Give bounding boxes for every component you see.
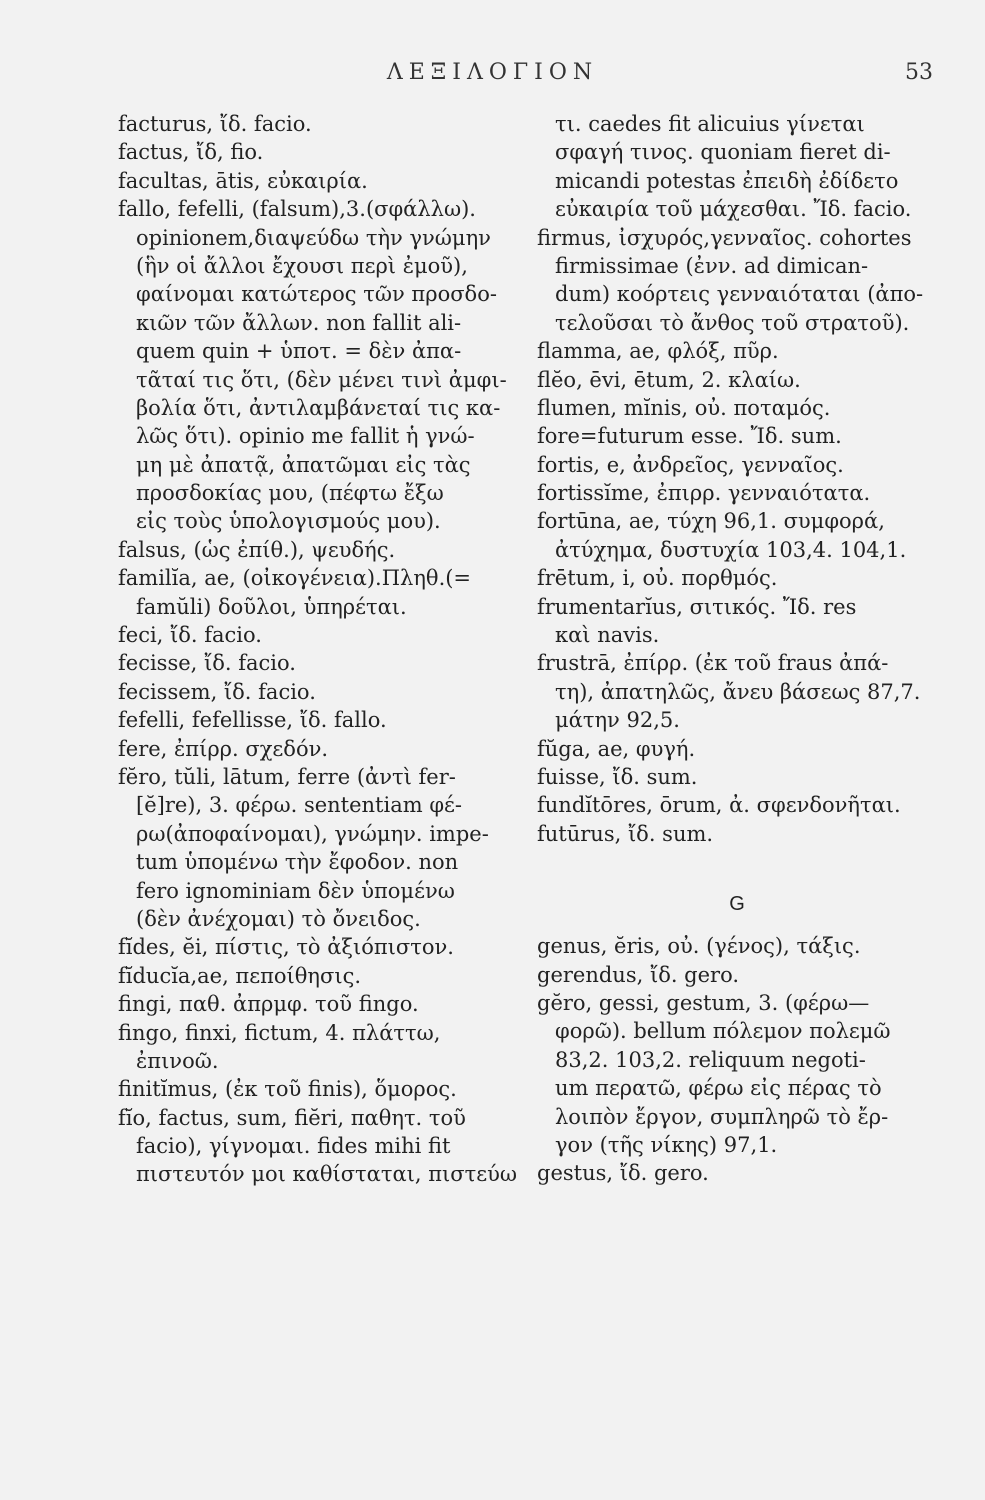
left-column	[118, 110, 518, 1189]
dictionary-line: fundĭtōres, ōrum, ἀ. σφενδονῆται.	[537, 793, 901, 818]
dictionary-line: finitĭmus, (ἐκ τοῦ finis), ὅμορος.	[118, 1077, 457, 1102]
dictionary-line: τᾶταί τις ὅτι, (δὲν μένει τινὶ ἀμφι-	[136, 367, 507, 392]
dictionary-line: πιστευτόν μοι καθίσταται, πιστεύω	[136, 1162, 517, 1187]
dictionary-line: quem quin + ὑποτ. = δὲν ἀπα-	[136, 339, 462, 364]
dictionary-line: fingi, παθ. ἀπρμφ. τοῦ fingo.	[118, 992, 419, 1017]
dictionary-line: fortūna, ae, τύχη 96,1. συμφορά,	[537, 509, 885, 534]
dictionary-line: καὶ navis.	[555, 623, 660, 648]
dictionary-line: γον (τῆς νίκης) 97,1.	[555, 1132, 778, 1157]
dictionary-line: εἰς τοὺς ὑπολογισμούς μου).	[136, 509, 441, 534]
section-letter: G	[729, 893, 745, 916]
dictionary-line: fortissĭme, ἐπιρρ. γενναιότατα.	[537, 481, 871, 506]
dictionary-line: um περατῶ, φέρω εἰς πέρας τὸ	[555, 1076, 882, 1101]
dictionary-line: ρω(ἀποφαίνομαι), γνώμην. impe-	[136, 821, 489, 846]
dictionary-line: familĭa, ae, (οἰκογένεια).Πληθ.(=	[118, 566, 472, 591]
dictionary-line: τη), ἀπατηλῶς, ἄνευ βάσεως 87,7.	[555, 679, 921, 704]
dictionary-line: gestus, ἴδ. gero.	[537, 1161, 709, 1186]
dictionary-line: fĕro, tŭli, lātum, ferre (ἀντὶ fer-	[118, 764, 456, 789]
dictionary-line: genus, ĕris, οὐ. (γένος), τάξις.	[537, 934, 861, 959]
dictionary-line: frētum, i, οὐ. πορθμός.	[537, 566, 778, 591]
dictionary-line: dum) κοόρτεις γενναιόταται (ἀπο-	[555, 282, 924, 307]
dictionary-line: flĕo, ēvi, ētum, 2. κλαίω.	[537, 367, 801, 392]
dictionary-line: (δὲν ἀνέχομαι) τὸ ὄνειδος.	[136, 906, 421, 931]
dictionary-line: feci, ἴδ. facio.	[118, 623, 262, 648]
dictionary-line: falsus, (ὡς ἐπίθ.), ψευδής.	[118, 537, 396, 562]
dictionary-line: tum ὑπομένω τὴν ἔφοδον. non	[136, 850, 459, 875]
dictionary-line: προσδοκίας μου, (πέφτω ἔξω	[136, 481, 444, 506]
section-gap	[537, 848, 937, 876]
dictionary-line: futūrus, ἴδ. sum.	[537, 821, 714, 846]
dictionary-line: facio), γίγνομαι. fides mihi fit	[136, 1134, 451, 1159]
dictionary-line: facturus, ἴδ. facio.	[118, 112, 312, 136]
dictionary-line: μη μὲ ἀπατᾷ, ἀπατῶμαι εἰς τὰς	[136, 452, 471, 477]
page-number: 53	[905, 60, 933, 85]
dictionary-line: facultas, ātis, εὐκαιρία.	[118, 168, 368, 193]
dictionary-line: fero ignominiam δὲν ὑπομένω	[136, 878, 455, 903]
dictionary-line: βολία ὅτι, ἀντιλαμβάνεταί τις κα-	[136, 395, 501, 420]
dictionary-line: fallo, fefelli, (falsum),3.(σφάλλω).	[118, 197, 476, 222]
dictionary-line: gerendus, ἴδ. gero.	[537, 962, 740, 987]
dictionary-line: fŭga, ae, φυγή.	[537, 736, 696, 761]
dictionary-line: ἐπινοῶ.	[136, 1048, 219, 1073]
dictionary-line: φορῶ). bellum πόλεμον πολεμῶ	[555, 1019, 891, 1044]
dictionary-line: fĭducĭa,ae, πεποίθησις.	[118, 963, 362, 988]
dictionary-line: fefelli, fefellisse, ἴδ. fallo.	[118, 708, 387, 733]
dictionary-line: fecissem, ἴδ. facio.	[118, 679, 316, 704]
dictionary-line: factus, ἴδ, fio.	[118, 140, 264, 165]
dictionary-line: firmus, ἰσχυρός,γενναῖος. cohortes	[537, 225, 912, 250]
dictionary-line: 83,2. 103,2. reliquum negoti-	[555, 1047, 866, 1072]
right-column-g-entries	[537, 932, 937, 1188]
dictionary-line: fingo, finxi, fictum, 4. πλάττω,	[118, 1020, 441, 1045]
dictionary-line: λοιπὸν ἔργον, συμπληρῶ τὸ ἔρ-	[555, 1104, 889, 1129]
dictionary-line: φαίνομαι κατώτερος τῶν προσδο-	[136, 282, 497, 307]
dictionary-line: opinionem,διαψεύδω τὴν γνώμην	[136, 225, 491, 250]
right-column-f-entries	[537, 110, 937, 848]
dictionary-line: σφαγή τινος. quoniam fieret di-	[555, 140, 891, 165]
page-header	[0, 60, 985, 94]
dictionary-line: [ĕ]re), 3. φέρω. sententiam φέ-	[136, 793, 463, 818]
dictionary-line: fĭo, factus, sum, fiĕri, παθητ. τοῦ	[118, 1105, 466, 1130]
dictionary-line: fuisse, ἴδ. sum.	[537, 764, 698, 789]
dictionary-line: fortis, e, ἀνδρεῖος, γενναῖος.	[537, 452, 844, 477]
dictionary-line: frumentarĭus, σιτικός. Ἴδ. res	[537, 594, 857, 619]
dictionary-line: micandi potestas ἐπειδὴ ἐδίδετο	[555, 168, 899, 193]
dictionary-line: κιῶν τῶν ἄλλων. non fallit ali-	[136, 310, 462, 335]
dictionary-line: fĭdes, ĕi, πίστις, τὸ ἀξιόπιστον.	[118, 935, 454, 960]
dictionary-line: μάτην 92,5.	[555, 708, 680, 733]
dictionary-line: ἀτύχημα, δυστυχία 103,4. 104,1.	[555, 537, 907, 562]
right-column	[537, 110, 937, 1188]
dictionary-line: frustrā, ἐπίρρ. (ἐκ τοῦ fraus ἀπά-	[537, 651, 889, 676]
dictionary-line: fore=futurum esse. Ἴδ. sum.	[537, 424, 842, 449]
dictionary-line: fecisse, ἴδ. facio.	[118, 651, 296, 676]
dictionary-line: τι. caedes fit alicuius γίνεται	[555, 112, 865, 136]
dictionary-line: famŭli) δοῦλοι, ὑπηρέται.	[136, 594, 407, 619]
dictionary-line: gĕro, gessi, gestum, 3. (φέρω—	[537, 990, 870, 1015]
dictionary-line: firmissimae (ἐνν. ad dimican-	[555, 253, 869, 278]
dictionary-line: fere, ἐπίρρ. σχεδόν.	[118, 736, 329, 761]
dictionary-line: εὐκαιρία τοῦ μάχεσθαι. Ἴδ. facio.	[555, 197, 912, 222]
dictionary-line: λῶς ὅτι). opinio me fallit ἡ γνώ-	[136, 424, 475, 449]
dictionary-line: flamma, ae, φλόξ, πῦρ.	[537, 339, 779, 364]
running-title: ΛΕΞΙΛΟΓΙΟΝ	[386, 60, 599, 85]
dictionary-line: (ἣν οἱ ἄλλοι ἔχουσι περὶ ἐμοῦ),	[136, 253, 468, 278]
dictionary-line: flumen, mĭnis, οὐ. ποταμός.	[537, 395, 831, 420]
dictionary-line: τελοῦσαι τὸ ἄνθος τοῦ στρατοῦ).	[555, 310, 910, 335]
